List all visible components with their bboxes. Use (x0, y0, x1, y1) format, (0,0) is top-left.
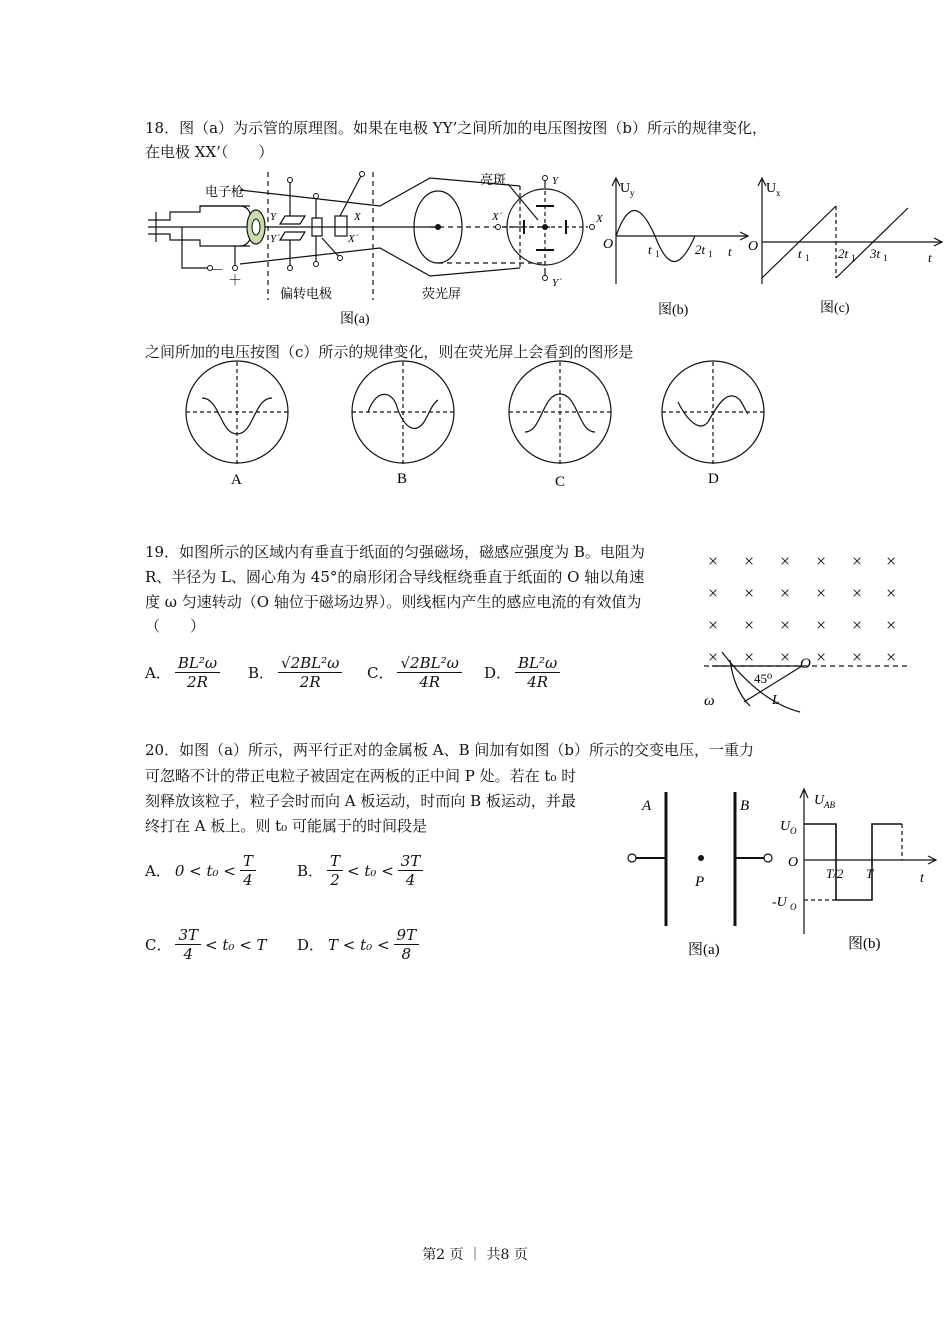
svg-text:t: t (728, 244, 732, 259)
q20-stem-line3: 刻释放该粒子，粒子会时而向 A 板运动，时而向 B 板运动，并最 (145, 792, 576, 810)
svg-text:×: × (852, 647, 863, 667)
q20-figure-b (770, 786, 940, 956)
svg-text:t: t (920, 871, 924, 886)
svg-text:U: U (780, 819, 791, 834)
label-gun: 电子枪 (205, 184, 245, 199)
svg-text:×: × (852, 615, 863, 635)
svg-text:X: X (596, 213, 603, 225)
svg-text:X´: X´ (492, 211, 503, 223)
q20-stem-line4: 终打在 A 板上。则 t₀ 可能属于的时间段是 (145, 817, 427, 835)
svg-text:×: × (886, 583, 897, 603)
svg-text:×: × (780, 615, 791, 635)
svg-text:Y: Y (270, 211, 277, 223)
q19-option-c[interactable]: C． $\frac{\text{√2BL²ω}}{4R}$ (367, 654, 462, 691)
page-footer: 第2 页 ｜ 共8 页 (422, 1247, 528, 1263)
svg-text:×: × (744, 615, 755, 635)
q20-option-c[interactable]: C． $\frac{3T}{4}$ < t₀ < T (145, 926, 267, 963)
svg-text:×: × (744, 551, 755, 571)
svg-text:×: × (816, 615, 827, 635)
q20-option-d[interactable]: D． T < t₀ < $\frac{9T}{8}$ (297, 926, 419, 963)
svg-text:Y´: Y´ (552, 277, 562, 289)
point-p-label: P (695, 874, 705, 890)
svg-text:×: × (780, 647, 791, 667)
svg-text:×: × (744, 647, 755, 667)
caption-c: 图(c) (820, 301, 850, 316)
caption-20a: 图(a) (688, 942, 720, 958)
svg-text:x: x (776, 188, 781, 198)
q19-stem-line2: R、半径为 L、圆心角为 45°的扇形闭合导线框绕垂直于纸面的 O 轴以角速 (145, 568, 645, 586)
q18-figure-c (748, 172, 948, 322)
choice-a: A (231, 472, 242, 488)
svg-text:X´: X´ (348, 233, 359, 245)
caption-a: 图(a) (340, 312, 370, 327)
q18-stem-line1: 18．图（a）为示管的原理图。如果在电极 YY’之间所加的电压图按图（b）所示的规律变化， (145, 119, 767, 137)
svg-text:1: 1 (883, 253, 888, 263)
q20-figure-a (622, 786, 782, 966)
svg-text:O: O (790, 902, 797, 912)
svg-text:U: U (814, 793, 825, 808)
svg-text:O: O (748, 239, 759, 254)
q19-option-d[interactable]: D． $\frac{\text{BL²ω}}{4R}$ (484, 654, 560, 691)
svg-text:×: × (816, 647, 827, 667)
svg-text:1: 1 (805, 253, 810, 263)
caption-b: 图(b) (658, 303, 689, 318)
svg-text:O: O (790, 826, 797, 836)
svg-text:×: × (816, 551, 827, 571)
svg-text:×: × (886, 615, 897, 635)
svg-text:X: X (354, 211, 361, 223)
svg-text:O: O (788, 855, 799, 870)
svg-text:AB: AB (824, 800, 835, 810)
label-minus: － (210, 264, 224, 279)
svg-text:y: y (630, 188, 635, 198)
svg-text:×: × (886, 647, 897, 667)
svg-text:×: × (852, 583, 863, 603)
svg-text:ω: ω (704, 693, 715, 709)
svg-text:T: T (866, 866, 874, 881)
label-plus: ＋ (228, 274, 242, 289)
svg-text:1: 1 (851, 253, 856, 263)
choice-d: D (708, 471, 719, 487)
svg-text:t: t (648, 242, 652, 257)
plate-b-label: B (740, 798, 750, 814)
q20-option-b[interactable]: B． $\frac{T}{2}$ < t₀ < $\frac{3T}{4}$ (297, 852, 423, 889)
q19-figure (700, 542, 915, 714)
svg-text:×: × (744, 583, 755, 603)
plate-a-label: A (642, 798, 652, 814)
label-spot: 亮斑 (480, 172, 507, 187)
q19-option-a[interactable]: A． $\frac{\text{BL²ω}}{2R}$ (145, 654, 220, 691)
choice-c: C (555, 474, 566, 490)
q18-figure-a (140, 168, 620, 330)
q18-figure-b (600, 172, 750, 322)
svg-text:×: × (816, 583, 827, 603)
fig-b-ylabel: U (620, 181, 631, 196)
q20-option-a[interactable]: A． 0 < t₀ < $\frac{T}{4}$ (145, 852, 256, 889)
svg-text:t: t (928, 250, 932, 265)
svg-text:Y: Y (552, 175, 559, 187)
svg-text:Y´: Y´ (270, 233, 280, 245)
svg-text:O: O (603, 237, 614, 252)
svg-text:3t: 3t (870, 246, 881, 261)
q19-stem-line1: 19．如图所示的区域内有垂直于纸面的匀强磁场，磁感应强度为 B。电阻为 (145, 543, 645, 561)
label-plates: 偏转电极 (280, 286, 333, 301)
q18-choices (180, 360, 780, 492)
svg-text:×: × (708, 583, 719, 603)
svg-text:×: × (780, 551, 791, 571)
q20-stem-line1: 20．如图（a）所示，两平行正对的金属板 A、B 间加有如图（b）所示的交变电压，一重力 (145, 741, 755, 759)
choice-b: B (397, 471, 408, 487)
label-screen: 荧光屏 (422, 286, 462, 301)
svg-text:O: O (800, 656, 811, 672)
svg-text:-U: -U (772, 895, 787, 910)
svg-text:45⁰: 45⁰ (754, 671, 773, 686)
svg-text:×: × (852, 551, 863, 571)
svg-text:2t: 2t (838, 246, 849, 261)
svg-text:×: × (708, 551, 719, 571)
svg-text:×: × (780, 583, 791, 603)
q19-stem-line4: （ ） (145, 617, 206, 635)
svg-text:U: U (766, 181, 777, 196)
svg-text:1: 1 (708, 249, 713, 259)
q18-stem-line2: 在电极 XX’（ ） (145, 143, 274, 161)
svg-text:T/2: T/2 (826, 866, 844, 881)
svg-text:1: 1 (655, 249, 660, 259)
q19-option-b[interactable]: B． $\frac{\text{√2BL²ω}}{2R}$ (248, 654, 342, 691)
svg-text:×: × (708, 647, 719, 667)
svg-text:t: t (798, 246, 802, 261)
q20-stem-line2: 可忽略不计的带正电粒子被固定在两板的正中间 P 处。若在 t₀ 时 (145, 767, 577, 785)
q18-stem-line3: 之间所加的电压按图（c）所示的规律变化，则在荧光屏上会看到的图形是 (145, 343, 634, 361)
svg-text:2t: 2t (695, 242, 706, 257)
svg-text:×: × (886, 551, 897, 571)
svg-text:×: × (708, 615, 719, 635)
caption-20b: 图(b) (848, 936, 881, 952)
q19-stem-line3: 度 ω 匀速转动（O 轴位于磁场边界）。则线框内产生的感应电流的有效值为 (145, 593, 642, 611)
svg-text:L: L (772, 693, 780, 708)
